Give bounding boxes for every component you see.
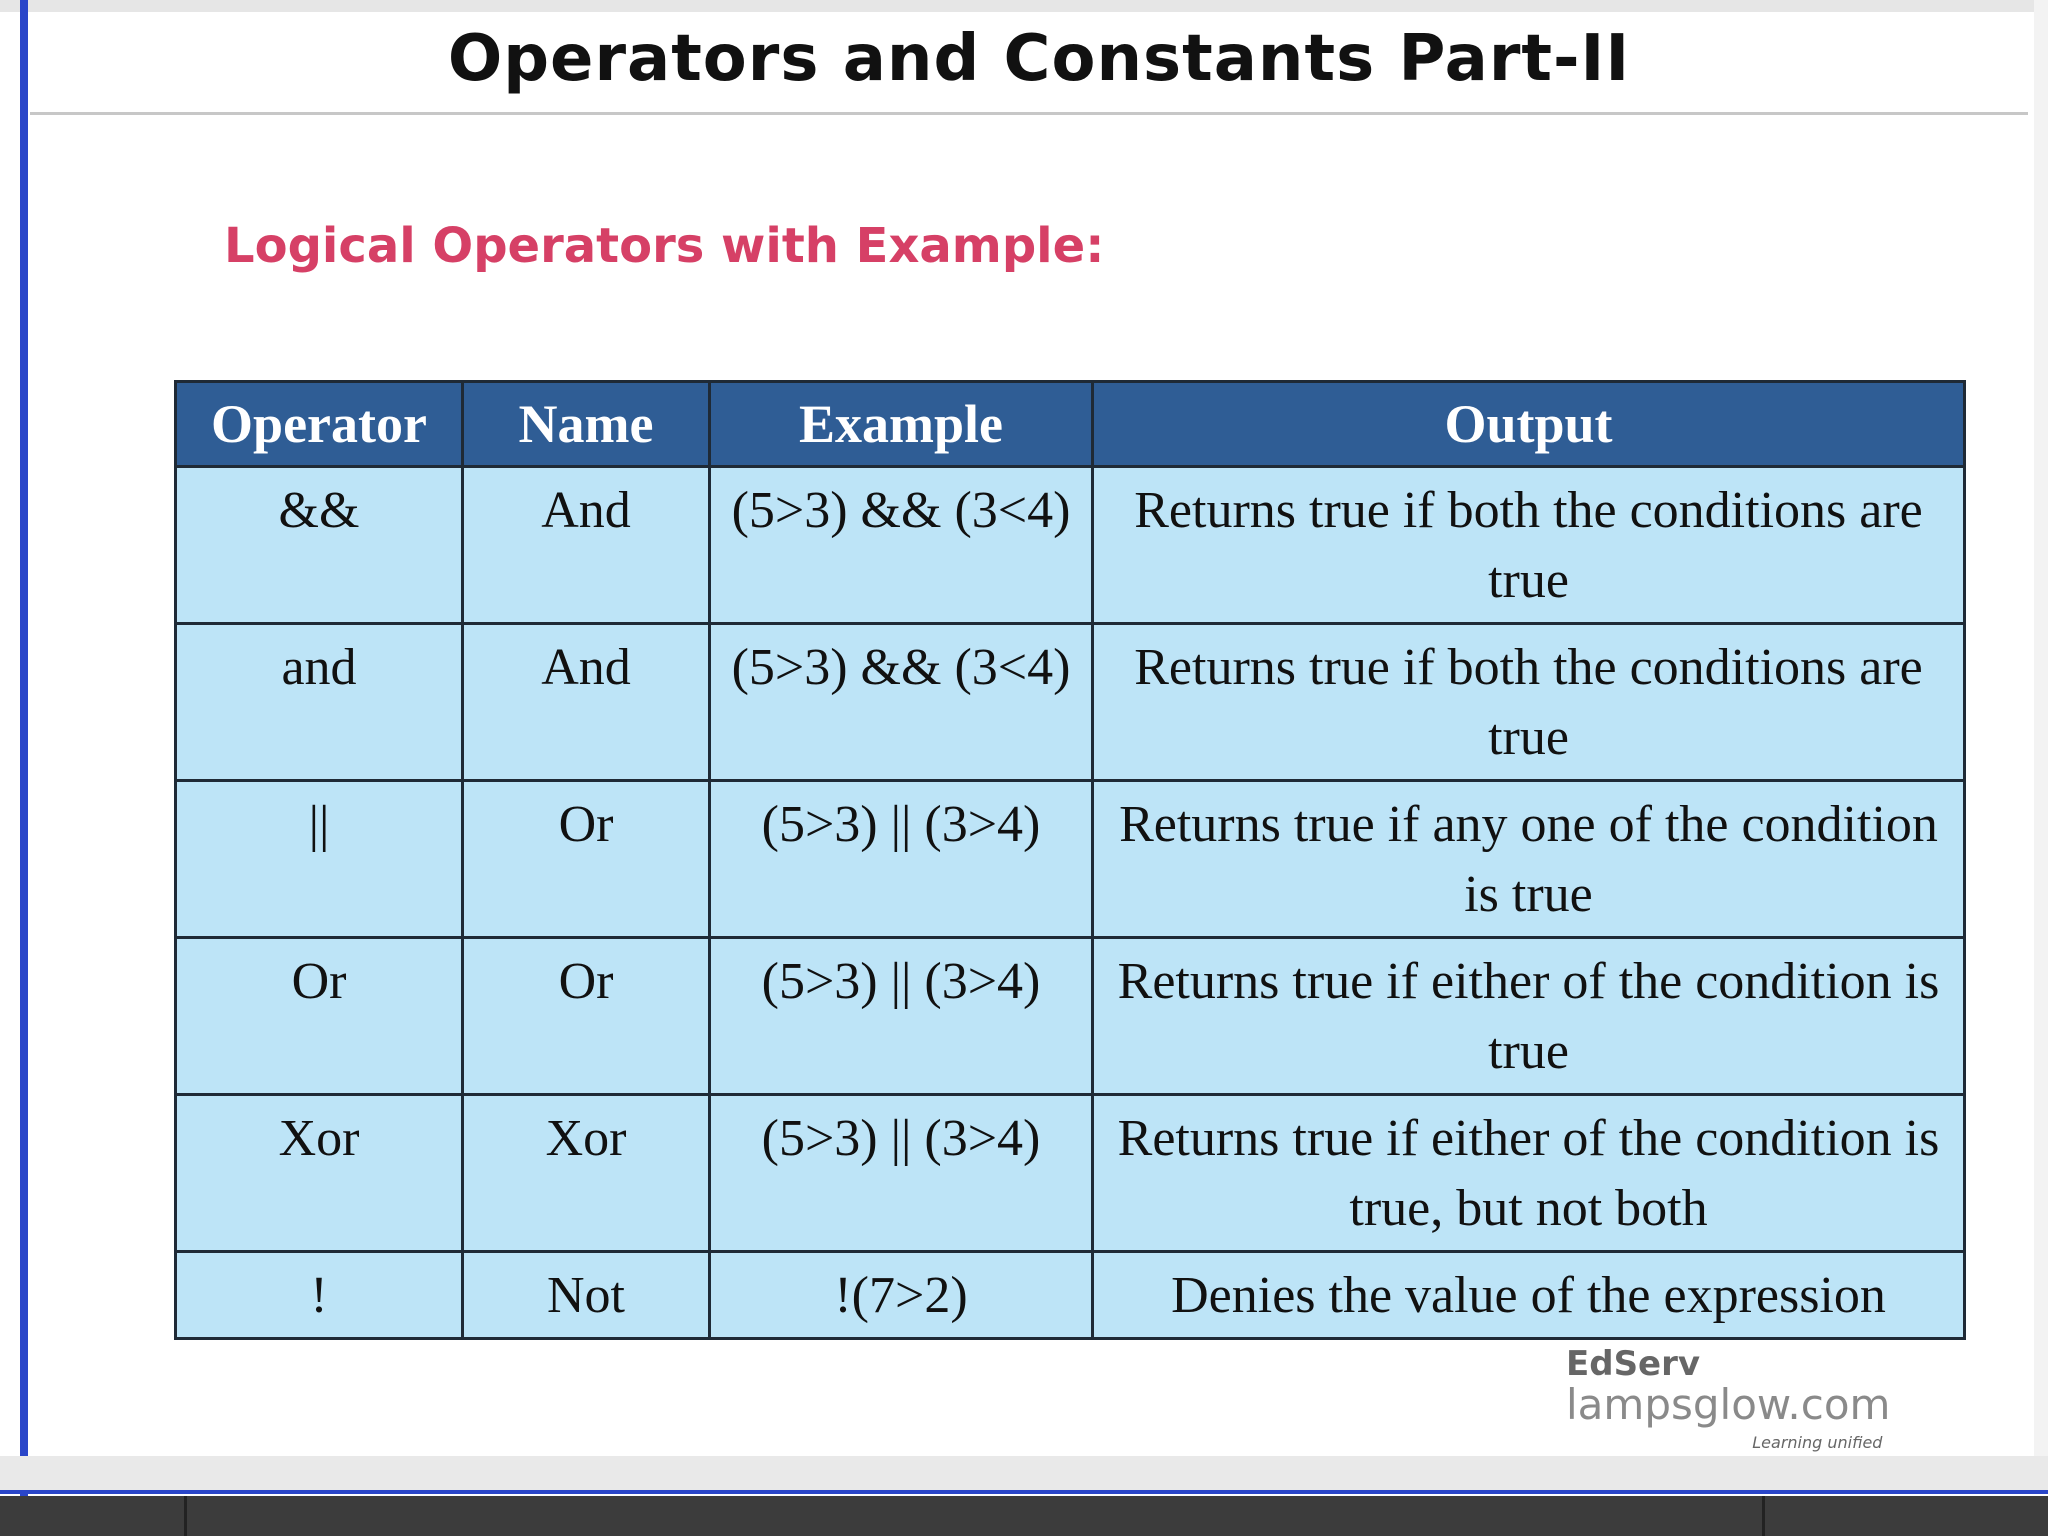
cell-operator: && — [176, 467, 463, 624]
scrollbar[interactable] — [2034, 0, 2048, 1456]
edserv-logo — [1566, 1344, 1890, 1452]
footer-accent-line — [0, 1490, 2048, 1494]
table-row — [176, 781, 1965, 938]
cell-example: (5>3) || (3>4) — [710, 938, 1093, 1095]
header-operator: Operator — [176, 382, 463, 467]
cell-output: Returns true if both the conditions are true — [1093, 467, 1965, 624]
cell-name: Or — [463, 938, 710, 1095]
slide-title: Operators and Constants Part-II — [447, 22, 1631, 96]
logo-brand: EdServ — [1566, 1344, 1701, 1384]
cell-name: Xor — [463, 1095, 710, 1252]
logo-site: lampsglow.com — [1566, 1380, 1891, 1429]
logical-operators-table — [174, 380, 1966, 1340]
table-header-row — [176, 382, 1965, 467]
cell-operator: Or — [176, 938, 463, 1095]
header-name: Name — [463, 382, 710, 467]
header-example: Example — [710, 382, 1093, 467]
table-row — [176, 1095, 1965, 1252]
cell-operator: and — [176, 624, 463, 781]
cell-output: Denies the value of the expression — [1093, 1252, 1965, 1339]
cell-output: Returns true if any one of the condition is true — [1093, 781, 1965, 938]
taskbar-separator — [1762, 1496, 1765, 1536]
title-divider — [30, 112, 2028, 115]
slide-footer-band — [0, 1456, 2048, 1492]
taskbar-separator — [184, 1496, 187, 1536]
table-row — [176, 624, 1965, 781]
cell-example: (5>3) && (3<4) — [710, 624, 1093, 781]
cell-example: !(7>2) — [710, 1252, 1093, 1339]
cell-operator: || — [176, 781, 463, 938]
cell-operator: Xor — [176, 1095, 463, 1252]
logo-tagline: Learning unified — [1752, 1433, 1883, 1452]
cell-example: (5>3) || (3>4) — [710, 781, 1093, 938]
cell-output: Returns true if either of the condition is true — [1093, 938, 1965, 1095]
cell-output: Returns true if both the conditions are true — [1093, 624, 1965, 781]
table-row — [176, 1252, 1965, 1339]
cell-operator: ! — [176, 1252, 463, 1339]
top-border — [0, 0, 2048, 12]
cell-name: Or — [463, 781, 710, 938]
taskbar — [0, 1496, 2048, 1536]
header-output: Output — [1093, 382, 1965, 467]
left-accent-rule — [20, 0, 28, 1500]
cell-example: (5>3) || (3>4) — [710, 1095, 1093, 1252]
cell-example: (5>3) && (3<4) — [710, 467, 1093, 624]
table-row — [176, 938, 1965, 1095]
cell-name: Not — [463, 1252, 710, 1339]
cell-name: And — [463, 467, 710, 624]
cell-name: And — [463, 624, 710, 781]
table-row — [176, 467, 1965, 624]
slide-subtitle: Logical Operators with Example: — [224, 218, 1105, 274]
cell-output: Returns true if either of the condition is true, but not both — [1093, 1095, 1965, 1252]
